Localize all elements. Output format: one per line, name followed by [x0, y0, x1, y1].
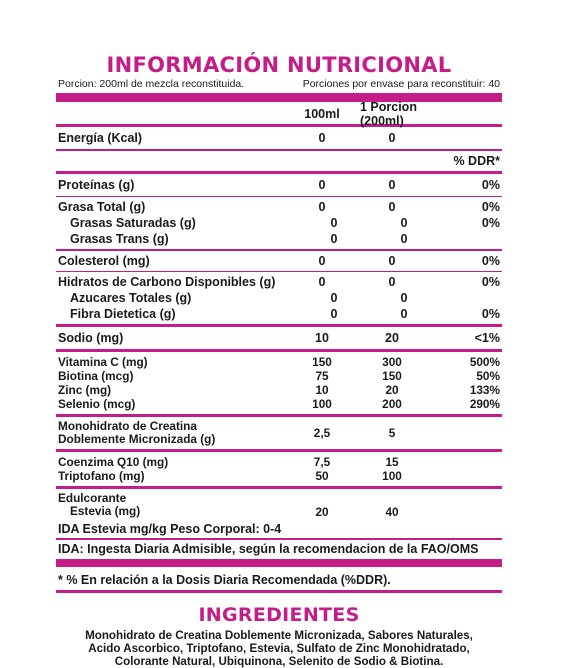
row-value-100ml: 0	[318, 200, 326, 215]
row-label: Hidratos de Carbono Disponibles (g)	[58, 275, 276, 290]
ida-estevia-note: IDA Estevia mg/kg Peso Corporal: 0-4	[58, 522, 282, 537]
sweetener-row	[56, 489, 502, 521]
row-value-portion: 20	[385, 331, 399, 346]
nutrient-row	[56, 231, 502, 247]
ingredients-line: Colorante Natural, Ubiquinona, Selenito de Sodio & Biotina.	[114, 654, 444, 668]
ddr-footnote: * % En relación a la Dosis Diaria Recomendada (%DDR).	[58, 572, 391, 587]
header-portion: 1 Porcion (200ml)	[360, 100, 417, 128]
row-value-100ml: 50	[315, 469, 329, 484]
row-value-portion: 15	[385, 455, 399, 470]
row-ddr: <1%	[474, 331, 500, 346]
nutrient-row	[56, 290, 502, 306]
carbs-group	[56, 272, 502, 324]
row-label: Vitamina C (mg)	[58, 355, 148, 370]
row-value-portion: 0	[400, 291, 408, 306]
row-label: Azucares Totales (g)	[70, 291, 192, 306]
portion-info	[56, 78, 502, 91]
creatine-row	[56, 417, 502, 449]
row-value-portion: 0	[400, 216, 408, 231]
row-value-100ml: 0	[318, 253, 326, 268]
row-ddr: 0%	[481, 275, 500, 290]
ida-definition: IDA: Ingesta Diaria Admisible, según la recomendacion de la FAO/OMS	[58, 541, 479, 556]
energy-row	[56, 127, 502, 149]
row-label: Grasas Trans (g)	[70, 232, 169, 247]
fats-group	[56, 197, 502, 249]
row-value-portion: 0	[388, 131, 396, 145]
row-label-line1: Edulcorante	[58, 491, 127, 506]
row-value-portion: 0	[400, 232, 408, 247]
row-label	[56, 420, 288, 446]
ingredients-line: Acido Ascorbico, Triptofano, Estevia, Sulfato de Zinc Monohidratado,	[88, 641, 470, 655]
divider	[56, 590, 502, 593]
ddr-header-row	[56, 151, 502, 171]
proteins-group	[56, 174, 502, 196]
row-label: Triptofano (mg)	[58, 469, 145, 484]
row-label	[56, 492, 288, 518]
row-value-portion: 150	[382, 369, 402, 384]
row-value-100ml: 0	[318, 275, 326, 290]
row-value-portion: 100	[382, 469, 402, 484]
vitamins-group	[56, 352, 502, 414]
row-label: Fibra Dietetica (g)	[70, 307, 176, 322]
cholesterol-group	[56, 251, 502, 271]
row-ddr: 0%	[481, 177, 500, 192]
row-label-line1: Monohidrato de Creatina	[58, 419, 197, 434]
row-value-100ml: 0	[330, 232, 338, 247]
row-value-portion: 300	[382, 355, 402, 370]
row-label: Zinc (mg)	[58, 383, 112, 398]
header-100ml: 100ml	[304, 107, 340, 121]
row-value-100ml: 2,5	[313, 426, 331, 441]
servings-text: Porciones por envase para reconstituir: 40	[302, 78, 500, 90]
nutrient-row	[56, 330, 502, 346]
row-ddr: 0%	[481, 307, 500, 322]
row-ddr: 500%	[469, 355, 500, 370]
row-value-portion: 40	[385, 505, 399, 520]
nutrient-row	[56, 397, 502, 411]
nutrition-title: INFORMACIÓN NUTRICIONAL	[106, 53, 452, 77]
row-ddr: 50%	[476, 369, 500, 384]
row-label: Grasas Saturadas (g)	[70, 216, 196, 231]
row-label: Coenzima Q10 (mg)	[58, 455, 169, 470]
row-value-portion: 0	[400, 307, 408, 322]
nutrient-row	[56, 383, 502, 397]
row-value-100ml: 0	[318, 131, 326, 145]
nutrient-row	[56, 199, 502, 215]
bottom-bar	[56, 559, 502, 567]
row-label: Sodio (mg)	[58, 331, 124, 346]
row-value-100ml: 7,5	[313, 455, 331, 470]
row-value-100ml: 75	[315, 369, 329, 384]
ingredients-list	[56, 629, 502, 668]
row-label: Colesterol (mg)	[58, 253, 150, 268]
row-label-line2: Estevia (mg)	[70, 504, 141, 519]
row-label: Proteínas (g)	[58, 177, 135, 192]
row-value-portion: 0	[388, 200, 396, 215]
ingredients-line: Monohidrato de Creatina Doblemente Micronizada, Sabores Naturales,	[85, 628, 473, 642]
row-ddr: 0%	[481, 200, 500, 215]
row-value-100ml: 10	[315, 331, 329, 346]
nutrient-row	[56, 306, 502, 322]
row-value-100ml: 20	[315, 505, 329, 520]
row-label: Biotina (mcg)	[58, 369, 134, 384]
row-ddr: 133%	[469, 383, 500, 398]
ingredients-title: INGREDIENTES	[198, 603, 360, 626]
column-headers	[56, 100, 502, 128]
row-value-portion: 0	[388, 275, 396, 290]
row-value-100ml: 100	[312, 397, 332, 412]
row-value-100ml: 0	[330, 307, 338, 322]
nutrient-row	[56, 369, 502, 383]
nutrient-row	[56, 215, 502, 231]
portion-text: Porcion: 200ml de mezcla reconstituida.	[58, 78, 245, 90]
ddr-header: % DDR*	[453, 153, 500, 168]
nutrient-row	[56, 455, 502, 469]
row-ddr: 0%	[481, 216, 500, 231]
coenzyme-group	[56, 452, 502, 486]
row-label-line2: Doblemente Micronizada (g)	[58, 432, 216, 447]
row-ddr: 0%	[481, 253, 500, 268]
row-ddr: 290%	[469, 397, 500, 412]
nutrient-row	[56, 469, 502, 483]
sodium-group	[56, 327, 502, 349]
row-value-100ml: 10	[315, 383, 329, 398]
nutrient-row	[56, 274, 502, 290]
row-value-portion: 200	[382, 397, 402, 412]
row-label: Selenio (mcg)	[58, 397, 136, 412]
nutrient-row	[56, 177, 502, 193]
row-value-100ml: 0	[330, 216, 338, 231]
row-value-portion: 0	[388, 177, 396, 192]
row-value-portion: 0	[388, 253, 396, 268]
nutrition-panel	[56, 46, 502, 668]
nutrient-row	[56, 355, 502, 369]
row-label: Energía (Kcal)	[58, 131, 143, 145]
row-label: Grasa Total (g)	[58, 200, 146, 215]
row-value-100ml: 0	[318, 177, 326, 192]
row-value-100ml: 150	[312, 355, 332, 370]
row-value-portion: 5	[388, 426, 396, 441]
row-value-100ml: 0	[330, 291, 338, 306]
row-value-portion: 20	[385, 383, 399, 398]
nutrient-row	[56, 253, 502, 269]
